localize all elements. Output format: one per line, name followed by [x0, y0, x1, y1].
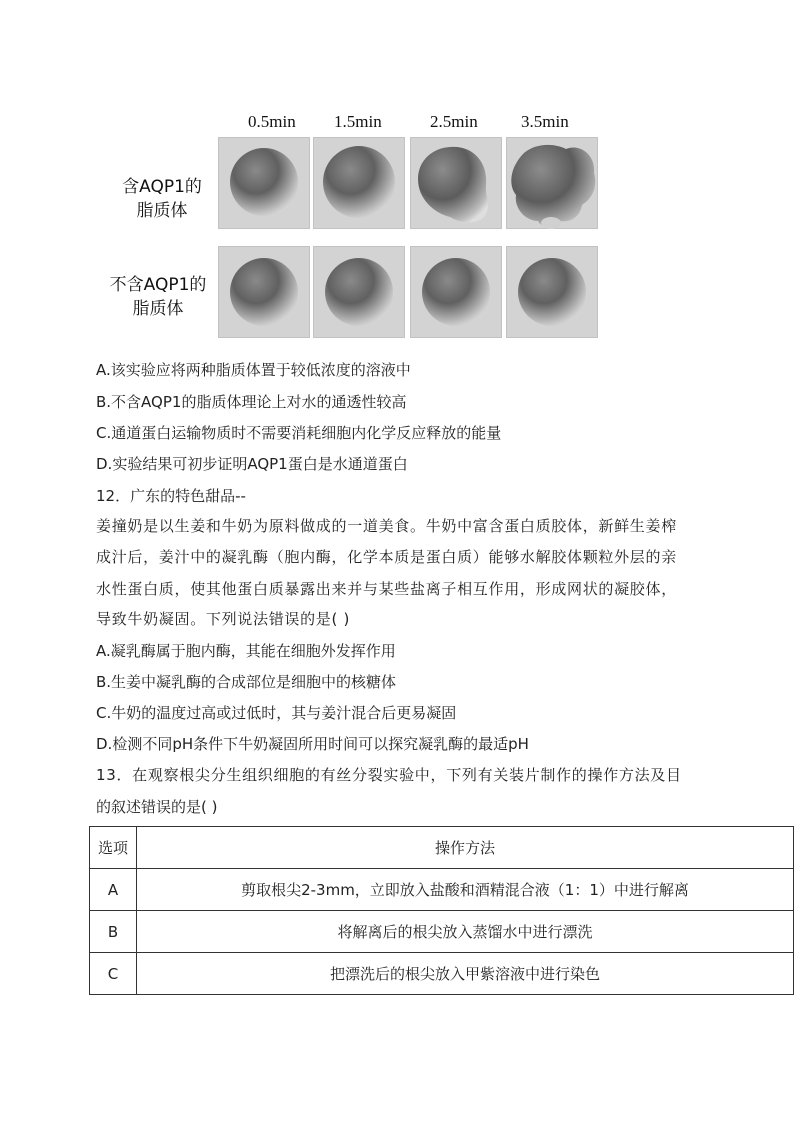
time-label-0-5min: 0.5min — [248, 112, 296, 131]
q11-option-b: B.不含AQP1的脂质体理论上对水的通透性较高 — [96, 393, 407, 411]
q12-body-line-1: 姜撞奶是以生姜和牛奶为原料做成的一道美食。牛奶中富含蛋白质胶体，新鲜生姜榨 — [96, 517, 677, 535]
liposome-without-aqp1-2-5min — [410, 246, 502, 338]
row-label-without-aqp1 — [100, 273, 216, 321]
q13-stem-line-2: 的叙述错误的是( ) — [96, 798, 218, 816]
table-row — [90, 911, 794, 953]
q12-option-c: C.牛奶的温度过高或过低时，其与姜汁混合后更易凝固 — [96, 704, 457, 722]
table-cell-method: 把漂洗后的根尖放入甲紫溶液中进行染色 — [137, 953, 794, 995]
liposome-with-aqp1-0-5min — [218, 137, 310, 229]
table-header-option: 选项 — [90, 827, 137, 869]
q12-body-line-3: 水性蛋白质，使其他蛋白质暴露出来并与某些盐离子相互作用，形成网状的凝胶体， — [96, 580, 677, 598]
table-cell-option: A — [90, 869, 137, 911]
liposome-without-aqp1-3-5min — [506, 246, 598, 338]
table-cell-option: C — [90, 953, 137, 995]
table-row — [90, 953, 794, 995]
table-header-row — [90, 827, 794, 869]
table-row — [90, 869, 794, 911]
liposome-with-aqp1-3-5min — [506, 137, 598, 229]
time-label-2-5min: 2.5min — [430, 112, 478, 131]
table-cell-option: B — [90, 911, 137, 953]
time-label-1-5min: 1.5min — [334, 112, 382, 131]
q12-body-line-2: 成汁后，姜汁中的凝乳酶（胞内酶，化学本质是蛋白质）能够水解胶体颗粒外层的亲 — [96, 548, 677, 566]
q11-option-a: A.该实验应将两种脂质体置于较低浓度的溶液中 — [96, 361, 411, 379]
q11-option-d: D.实验结果可初步证明AQP1蛋白是水通道蛋白 — [96, 455, 408, 473]
q12-body-line-4: 导致牛奶凝固。下列说法错误的是( ) — [96, 610, 351, 628]
table-cell-method: 剪取根尖2-3mm，立即放入盐酸和酒精混合液（1：1）中进行解离 — [137, 869, 794, 911]
liposome-without-aqp1-1-5min — [313, 246, 405, 338]
liposome-with-aqp1-1-5min — [313, 137, 405, 229]
q12-option-a: A.凝乳酶属于胞内酶，其能在细胞外发挥作用 — [96, 642, 396, 660]
table-header-method: 操作方法 — [137, 827, 794, 869]
q13-table — [89, 826, 794, 995]
row-label-line2: 脂质体 — [132, 299, 184, 319]
table-cell-method: 将解离后的根尖放入蒸馏水中进行漂洗 — [137, 911, 794, 953]
time-label-3-5min: 3.5min — [521, 112, 569, 131]
row-label-line2: 脂质体 — [136, 201, 188, 221]
row-label-line1: 含AQP1的 — [122, 177, 202, 197]
row-label-with-aqp1 — [112, 175, 212, 223]
liposome-with-aqp1-2-5min — [410, 137, 502, 229]
q12-title: 12．广东的特色甜品-- — [96, 487, 246, 505]
liposome-without-aqp1-0-5min — [218, 246, 310, 338]
q11-option-c: C.通道蛋白运输物质时不需要消耗细胞内化学反应释放的能量 — [96, 424, 502, 442]
q12-option-d: D.检测不同pH条件下牛奶凝固所用时间可以探究凝乳酶的最适pH — [96, 735, 529, 753]
q12-option-b: B.生姜中凝乳酶的合成部位是细胞中的核糖体 — [96, 673, 397, 691]
q13-stem-line-1: 13．在观察根尖分生组织细胞的有丝分裂实验中，下列有关装片制作的操作方法及目 — [96, 766, 682, 784]
row-label-line1: 不含AQP1的 — [109, 275, 207, 295]
